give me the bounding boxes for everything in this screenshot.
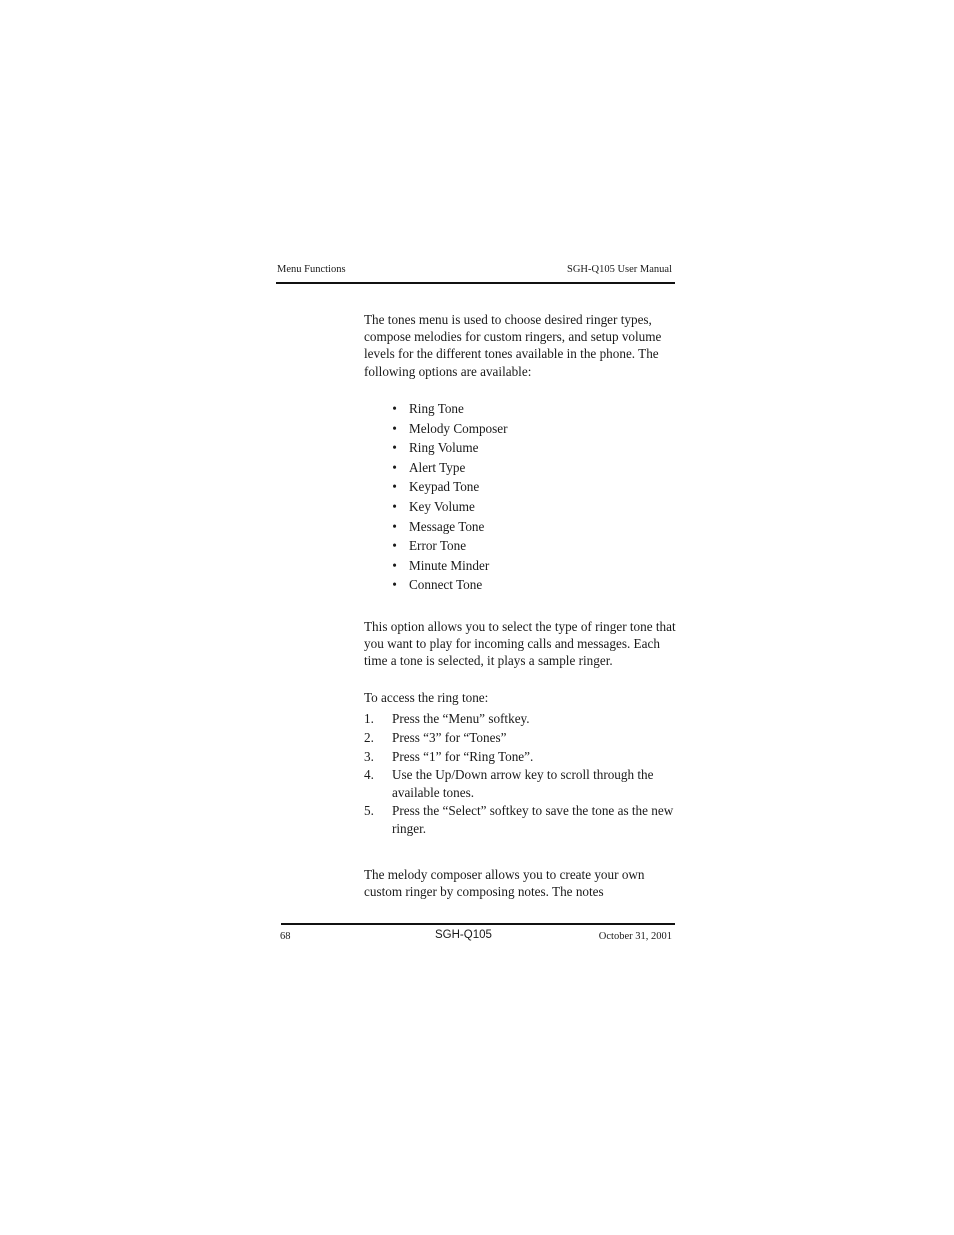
option-label: Message Tone [409, 518, 485, 534]
bullet-icon: • [392, 420, 397, 436]
options-list [380, 400, 508, 596]
step-text: Press “1” for “Ring Tone”. [392, 748, 534, 764]
step-text: Press the “Select” softkey to save the tone as the new ringer. [392, 803, 674, 836]
list-item [380, 518, 508, 538]
footer-rule [281, 923, 675, 925]
list-item [380, 557, 508, 577]
list-item [380, 498, 508, 518]
bullet-icon: • [392, 459, 397, 475]
list-item [364, 710, 676, 727]
step-number: 4. [364, 767, 374, 783]
list-item [364, 729, 676, 746]
step-number: 2. [364, 729, 374, 745]
header-manual-title: SGH-Q105 User Manual [567, 264, 672, 275]
list-item [364, 802, 676, 836]
option-label: Key Volume [409, 498, 475, 514]
bullet-icon: • [392, 538, 397, 554]
list-item [364, 748, 676, 765]
step-number: 3. [364, 748, 374, 764]
list-item [380, 478, 508, 498]
footer-model: SGH-Q105 [435, 929, 492, 941]
step-number: 5. [364, 803, 374, 819]
step-text: Press the “Menu” softkey. [392, 711, 530, 726]
ring-tone-steps [364, 710, 676, 838]
ring-tone-access-intro: To access the ring tone: [364, 690, 489, 705]
option-label: Error Tone [409, 538, 467, 554]
step-text: Press “3” for “Tones” [392, 729, 507, 745]
melody-composer-description: The melody composer allows you to create your own custom ringer by composing notes. The notes [364, 867, 645, 900]
option-label: Alert Type [409, 459, 466, 475]
header-rule [276, 282, 675, 284]
option-label: Minute Minder [409, 557, 490, 573]
option-label: Ring Tone [409, 401, 464, 416]
list-item [380, 576, 508, 596]
bullet-icon: • [392, 401, 397, 416]
list-item [380, 400, 508, 420]
bullet-icon: • [392, 557, 397, 573]
bullet-icon: • [392, 577, 397, 593]
list-item [380, 459, 508, 479]
ring-tone-description: This option allows you to select the type of ringer tone that you want to play for incoming calls and messages. Each time a tone is selected, it plays a sample ringer. [364, 619, 676, 669]
intro-paragraph: The tones menu is used to choose desired ringer types, compose melodies for custom ringers, and setup volume levels for the different tones available in the phone. The following options are available: [364, 312, 662, 379]
step-text: Use the Up/Down arrow key to scroll through the available tones. [392, 767, 654, 800]
page-number: 68 [280, 931, 291, 942]
option-label: Connect Tone [409, 577, 483, 593]
bullet-icon: • [392, 440, 397, 456]
option-label: Keypad Tone [409, 479, 480, 495]
list-item [364, 766, 676, 800]
list-item [380, 537, 508, 557]
list-item [380, 420, 508, 440]
header-section-title: Menu Functions [277, 264, 346, 275]
option-label: Ring Volume [409, 440, 479, 456]
bullet-icon: • [392, 479, 397, 495]
option-label: Melody Composer [409, 420, 508, 436]
list-item [380, 439, 508, 459]
step-number: 1. [364, 711, 374, 726]
footer-date: October 31, 2001 [598, 931, 672, 942]
bullet-icon: • [392, 518, 397, 534]
bullet-icon: • [392, 498, 397, 514]
